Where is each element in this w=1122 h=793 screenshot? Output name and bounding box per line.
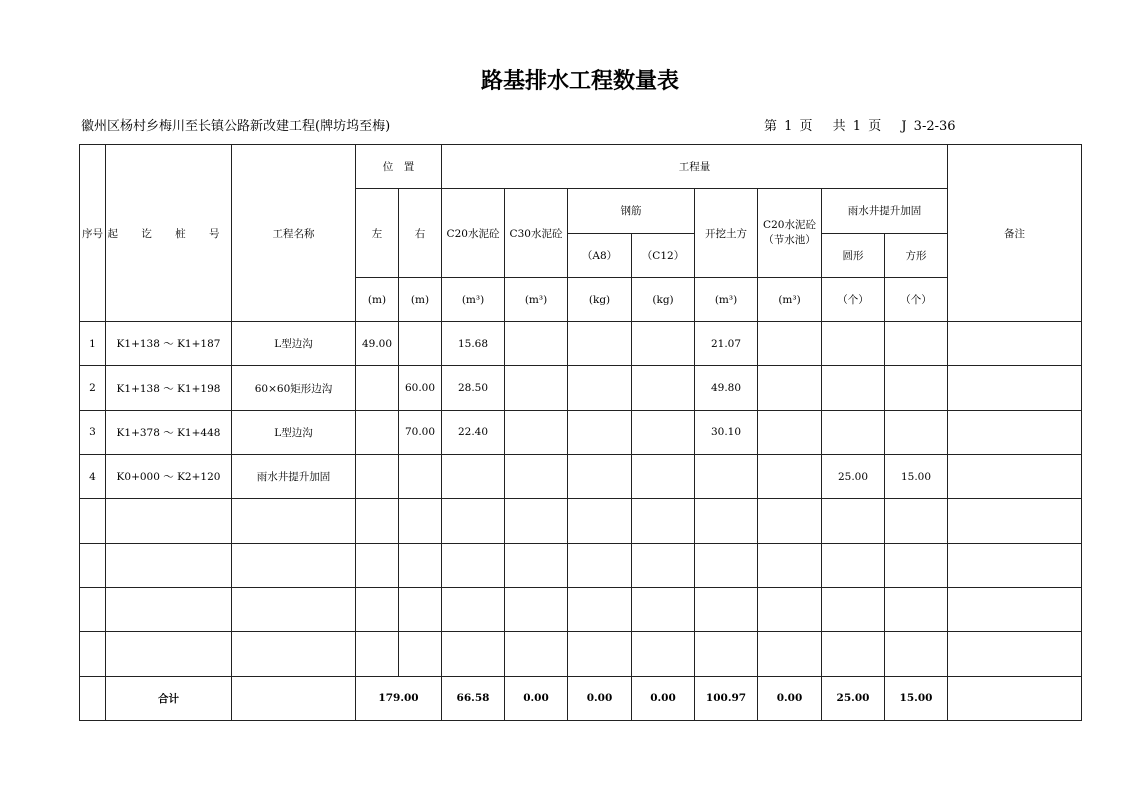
cell-square: [885, 410, 948, 454]
unit-cell: (m): [356, 277, 399, 321]
cell-c30: [505, 455, 568, 499]
cell-exc: [695, 543, 758, 587]
cell-round: [822, 322, 885, 366]
cell-pool: [758, 366, 822, 410]
cell-pool: [758, 587, 822, 631]
cell-exc: 49.80: [695, 366, 758, 410]
cell-exc: [695, 499, 758, 543]
total-c20: 66.58: [442, 676, 505, 720]
cell-station: [106, 543, 232, 587]
cell-a8: [568, 587, 632, 631]
cell-square: [885, 632, 948, 676]
cell-c12: [632, 410, 695, 454]
empty-row: [80, 499, 1082, 543]
cell-pool: [758, 322, 822, 366]
cell-remark: [948, 410, 1082, 454]
cell-right: [399, 322, 442, 366]
cell-c30: [505, 632, 568, 676]
cell-pool: [758, 499, 822, 543]
unit-cell: （个）: [822, 277, 885, 321]
header-c12: （C12）: [632, 233, 695, 277]
table-row: [80, 366, 1082, 410]
cell-seq: 3: [80, 410, 106, 454]
cell-c20: 22.40: [442, 410, 505, 454]
cell-exc: [695, 632, 758, 676]
header-manhole: 雨水井提升加固: [822, 189, 948, 233]
cell-name: [232, 587, 356, 631]
header-rebar: 钢筋: [568, 189, 695, 233]
total-name: [232, 676, 356, 720]
cell-round: [822, 499, 885, 543]
cell-round: [822, 587, 885, 631]
cell-a8: [568, 410, 632, 454]
header-round: 圆形: [822, 233, 885, 277]
cell-c20: [442, 455, 505, 499]
cell-seq: 4: [80, 455, 106, 499]
cell-c12: [632, 455, 695, 499]
cell-exc: [695, 587, 758, 631]
cell-seq: [80, 632, 106, 676]
cell-square: [885, 322, 948, 366]
cell-a8: [568, 543, 632, 587]
cell-pool: [758, 410, 822, 454]
cell-station: K1+378 ～ K1+448: [106, 410, 232, 454]
cell-c20: [442, 499, 505, 543]
cell-pool: [758, 632, 822, 676]
table-row: [80, 322, 1082, 366]
cell-square: [885, 499, 948, 543]
cell-right: [399, 632, 442, 676]
cell-right: [399, 543, 442, 587]
cell-square: 15.00: [885, 455, 948, 499]
cell-c30: [505, 587, 568, 631]
table-row: [80, 410, 1082, 454]
total-c12: 0.00: [632, 676, 695, 720]
page-info: 第 1 页 共 1 页 J 3-2-36: [764, 119, 956, 134]
cell-square: [885, 543, 948, 587]
cell-left: [356, 543, 399, 587]
cell-pool: [758, 455, 822, 499]
cell-seq: [80, 499, 106, 543]
cell-remark: [948, 543, 1082, 587]
cell-remark: [948, 455, 1082, 499]
cell-exc: 21.07: [695, 322, 758, 366]
header-c20-pool-line1: C20水泥砼: [763, 219, 816, 232]
cell-right: 60.00: [399, 366, 442, 410]
unit-cell: (m³): [442, 277, 505, 321]
cell-name: L型边沟: [232, 322, 356, 366]
cell-c30: [505, 543, 568, 587]
cell-c12: [632, 587, 695, 631]
cell-station: [106, 499, 232, 543]
cell-a8: [568, 499, 632, 543]
cell-seq: 2: [80, 366, 106, 410]
header-c20-pool-line2: （节水池）: [763, 234, 816, 247]
cell-a8: [568, 632, 632, 676]
cell-name: L型边沟: [232, 410, 356, 454]
cell-c20: [442, 543, 505, 587]
cell-left: [356, 366, 399, 410]
total-a8: 0.00: [568, 676, 632, 720]
cell-name: [232, 543, 356, 587]
cell-a8: [568, 455, 632, 499]
cell-station: [106, 587, 232, 631]
cell-a8: [568, 322, 632, 366]
table-row: [80, 455, 1082, 499]
cell-station: K1+138 ～ K1+187: [106, 322, 232, 366]
total-c30: 0.00: [505, 676, 568, 720]
cell-c30: [505, 366, 568, 410]
cell-square: [885, 587, 948, 631]
header-c20-pool: [758, 189, 822, 278]
cell-round: [822, 410, 885, 454]
cell-round: [822, 632, 885, 676]
cell-pool: [758, 543, 822, 587]
cell-c20: 15.68: [442, 322, 505, 366]
cell-remark: [948, 322, 1082, 366]
total-round: 25.00: [822, 676, 885, 720]
total-seq: [80, 676, 106, 720]
cell-c20: 28.50: [442, 366, 505, 410]
header-excavation: 开挖土方: [695, 189, 758, 278]
cell-name: [232, 499, 356, 543]
cell-name: [232, 632, 356, 676]
cell-exc: [695, 455, 758, 499]
header-square: 方形: [885, 233, 948, 277]
cell-left: [356, 455, 399, 499]
total-row: [80, 676, 1082, 720]
header-right: 右: [399, 189, 442, 278]
header-position: 位 置: [356, 145, 442, 189]
cell-c20: [442, 587, 505, 631]
header-quantity: 工程量: [442, 145, 948, 189]
cell-a8: [568, 366, 632, 410]
cell-left: [356, 587, 399, 631]
total-label: 合计: [106, 676, 232, 720]
cell-remark: [948, 587, 1082, 631]
cell-seq: 1: [80, 322, 106, 366]
unit-cell: （个）: [885, 277, 948, 321]
cell-c12: [632, 322, 695, 366]
unit-cell: (m³): [695, 277, 758, 321]
cell-station: [106, 632, 232, 676]
quantity-table: [79, 144, 1082, 721]
header-seq: 序号: [80, 145, 106, 322]
project-name: 徽州区杨村乡梅川至长镇公路新改建工程(牌坊坞至梅): [81, 119, 391, 134]
cell-name: 雨水井提升加固: [232, 455, 356, 499]
cell-c30: [505, 322, 568, 366]
unit-cell: (kg): [632, 277, 695, 321]
header-a8: （A8）: [568, 233, 632, 277]
header-remark: 备注: [948, 145, 1082, 322]
header-station: 起 讫 桩 号: [106, 145, 232, 322]
empty-row: [80, 632, 1082, 676]
cell-c12: [632, 543, 695, 587]
total-position: 179.00: [356, 676, 442, 720]
cell-round: 25.00: [822, 455, 885, 499]
header-name: 工程名称: [232, 145, 356, 322]
total-excavation: 100.97: [695, 676, 758, 720]
unit-cell: (m³): [758, 277, 822, 321]
empty-row: [80, 587, 1082, 631]
cell-station: K0+000 ～ K2+120: [106, 455, 232, 499]
cell-right: [399, 455, 442, 499]
empty-row: [80, 543, 1082, 587]
cell-left: [356, 410, 399, 454]
header-left: 左: [356, 189, 399, 278]
unit-cell: (kg): [568, 277, 632, 321]
cell-seq: [80, 543, 106, 587]
cell-remark: [948, 366, 1082, 410]
cell-right: [399, 499, 442, 543]
unit-cell: (m³): [505, 277, 568, 321]
cell-c12: [632, 632, 695, 676]
header-c20: C20水泥砼: [442, 189, 505, 278]
cell-round: [822, 543, 885, 587]
page-title: 路基排水工程数量表: [480, 69, 679, 94]
cell-exc: 30.10: [695, 410, 758, 454]
cell-c30: [505, 499, 568, 543]
cell-remark: [948, 632, 1082, 676]
cell-right: 70.00: [399, 410, 442, 454]
cell-remark: [948, 499, 1082, 543]
cell-c20: [442, 632, 505, 676]
cell-left: [356, 499, 399, 543]
cell-seq: [80, 587, 106, 631]
cell-square: [885, 366, 948, 410]
cell-name: 60×60矩形边沟: [232, 366, 356, 410]
cell-round: [822, 366, 885, 410]
cell-left: 49.00: [356, 322, 399, 366]
header-c30: C30水泥砼: [505, 189, 568, 278]
total-c20-pool: 0.00: [758, 676, 822, 720]
total-square: 15.00: [885, 676, 948, 720]
total-remark: [948, 676, 1082, 720]
cell-c30: [505, 410, 568, 454]
cell-right: [399, 587, 442, 631]
cell-left: [356, 632, 399, 676]
unit-cell: (m): [399, 277, 442, 321]
cell-c12: [632, 499, 695, 543]
cell-c12: [632, 366, 695, 410]
cell-station: K1+138 ～ K1+198: [106, 366, 232, 410]
